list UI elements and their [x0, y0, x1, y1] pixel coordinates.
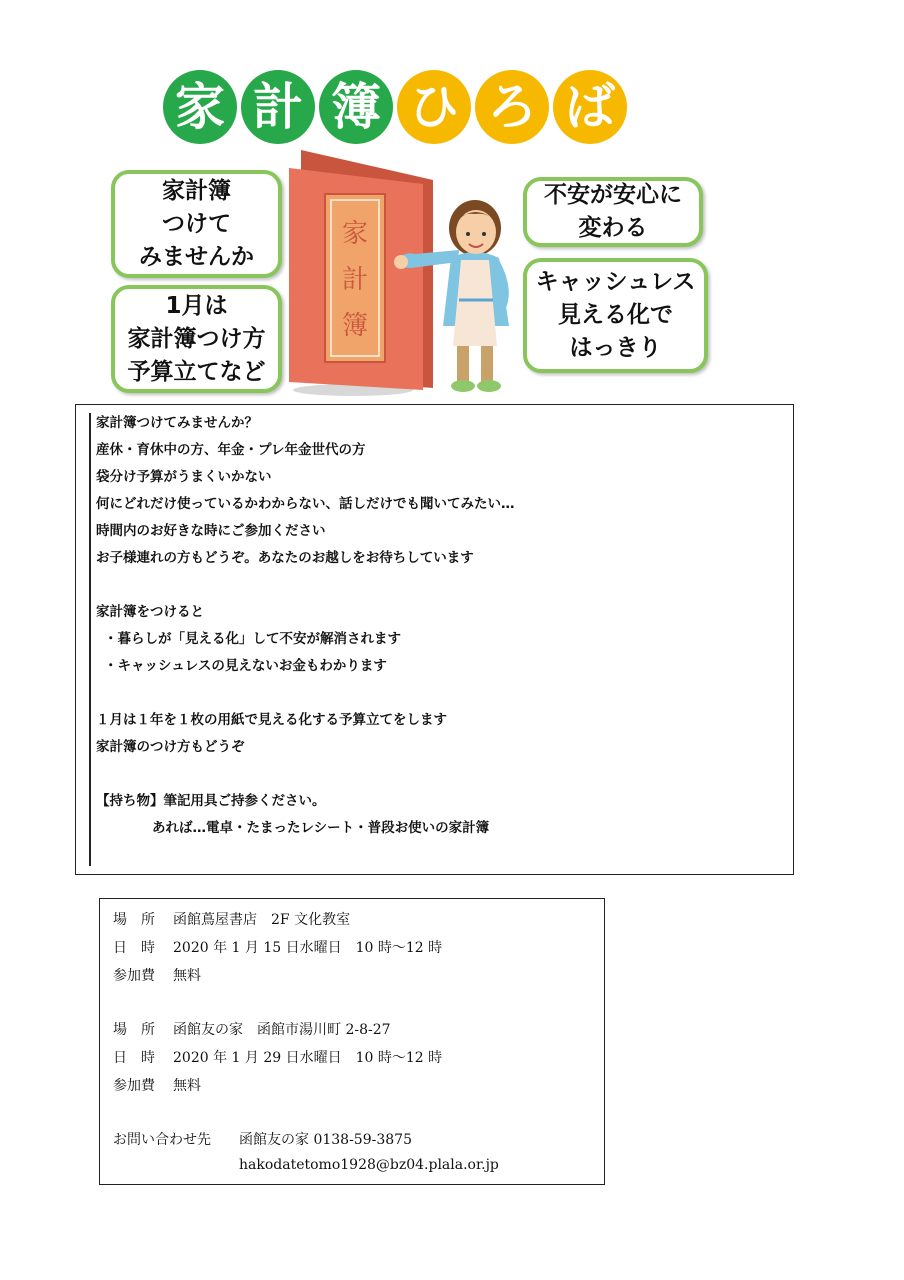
- date-value: 2020 年 1 月 29 日水曜日 10 時～12 時: [173, 1050, 443, 1066]
- title-char: 家: [163, 70, 237, 144]
- text-line: 何にどれだけ使っているかわからない、話しだけでも聞いてみたい…: [96, 496, 515, 512]
- date-value: 2020 年 1 月 15 日水曜日 10 時～12 時: [173, 940, 443, 956]
- fee-label: 参加費: [113, 1078, 155, 1094]
- fee-value: 無料: [173, 1078, 201, 1094]
- book-title-char: 計: [341, 265, 369, 295]
- bullet-line: ・キャッシュレスの見えないお金もわかります: [104, 658, 387, 674]
- contact-phone: 函館友の家 0138-59-3875: [239, 1132, 412, 1148]
- book-title-char: 簿: [341, 311, 369, 341]
- event1-fee: [113, 965, 201, 985]
- text-line: あれば…電卓・たまったレシート・普段お使いの家計簿: [152, 820, 490, 836]
- margin-line: [89, 413, 91, 866]
- bubble-january: [111, 285, 282, 393]
- bubble-line: 家計簿つけ方: [127, 325, 266, 352]
- title-char: ば: [553, 70, 627, 144]
- fee-value: 無料: [173, 968, 201, 984]
- event-info-box: [99, 898, 605, 1185]
- bubble-relief: [523, 177, 703, 247]
- bubble-line: 見える化で: [557, 302, 673, 328]
- bullet-line: ・暮らしが「見える化」して不安が解消されます: [104, 631, 401, 647]
- text-line: 【持ち物】筆記用具ご持参ください。: [96, 793, 326, 809]
- text-line: 産休・育休中の方、年金・プレ年金世代の方: [96, 442, 366, 458]
- title-banner: [163, 70, 631, 146]
- text-line: 袋分け予算がうまくいかない: [96, 469, 272, 485]
- date-label: 日 時: [113, 1050, 155, 1066]
- title-char: 簿: [319, 70, 393, 144]
- event1-date: [113, 937, 442, 957]
- bubble-line: 不安が安心に: [544, 182, 682, 208]
- event1-place: [113, 909, 350, 929]
- bubble-line: 家計簿: [162, 177, 231, 204]
- bubble-line: キャッシュレス: [535, 269, 696, 295]
- bubble-line: つけて: [162, 210, 231, 237]
- text-line: 家計簿をつけると: [96, 604, 204, 620]
- bubble-line: 1月は: [165, 292, 228, 319]
- blank-line: [96, 572, 515, 599]
- blank-line: [96, 761, 515, 788]
- text-line: １月は１年を１枚の用紙で見える化する予算立てをします: [96, 712, 447, 728]
- text-line: 時間内のお好きな時にご参加ください: [96, 523, 326, 539]
- bubble-line: みませんか: [139, 243, 254, 270]
- date-label: 日 時: [113, 940, 155, 956]
- description-box: [75, 404, 794, 875]
- contact-email-line: [113, 1157, 499, 1173]
- book-woman-illustration: [283, 150, 523, 400]
- bubble-cashless: [523, 258, 708, 373]
- event2-place: [113, 1019, 391, 1039]
- place-value: 函館蔦屋書店 2F 文化教室: [173, 912, 351, 928]
- place-value: 函館友の家 函館市湯川町 2-8-27: [173, 1022, 391, 1038]
- fee-label: 参加費: [113, 968, 155, 984]
- place-label: 場 所: [113, 912, 155, 928]
- contact-label: お問い合わせ先: [113, 1132, 211, 1148]
- contact-email: hakodatetomo1928@bz04.plala.or.jp: [239, 1157, 499, 1173]
- title-char: ひ: [397, 70, 471, 144]
- event2-date: [113, 1047, 442, 1067]
- description-text: [96, 410, 515, 842]
- text-line: お子様連れの方もどうぞ。あなたのお越しをお待ちしています: [96, 550, 474, 566]
- title-char: ろ: [475, 70, 549, 144]
- event2-fee: [113, 1075, 201, 1095]
- blank-line: [96, 680, 515, 707]
- text-line: 家計簿つけてみませんか？: [96, 415, 258, 431]
- text-line: 家計簿のつけ方もどうぞ: [96, 739, 245, 755]
- title-char: 計: [241, 70, 315, 144]
- bubble-line: 変わる: [578, 215, 648, 241]
- bubble-invite: [111, 170, 282, 278]
- bubble-line: 予算立てなど: [127, 358, 266, 385]
- bubble-line: はっきり: [569, 335, 662, 361]
- book-title-char: 家: [341, 219, 369, 249]
- place-label: 場 所: [113, 1022, 155, 1038]
- contact-line: [113, 1129, 412, 1149]
